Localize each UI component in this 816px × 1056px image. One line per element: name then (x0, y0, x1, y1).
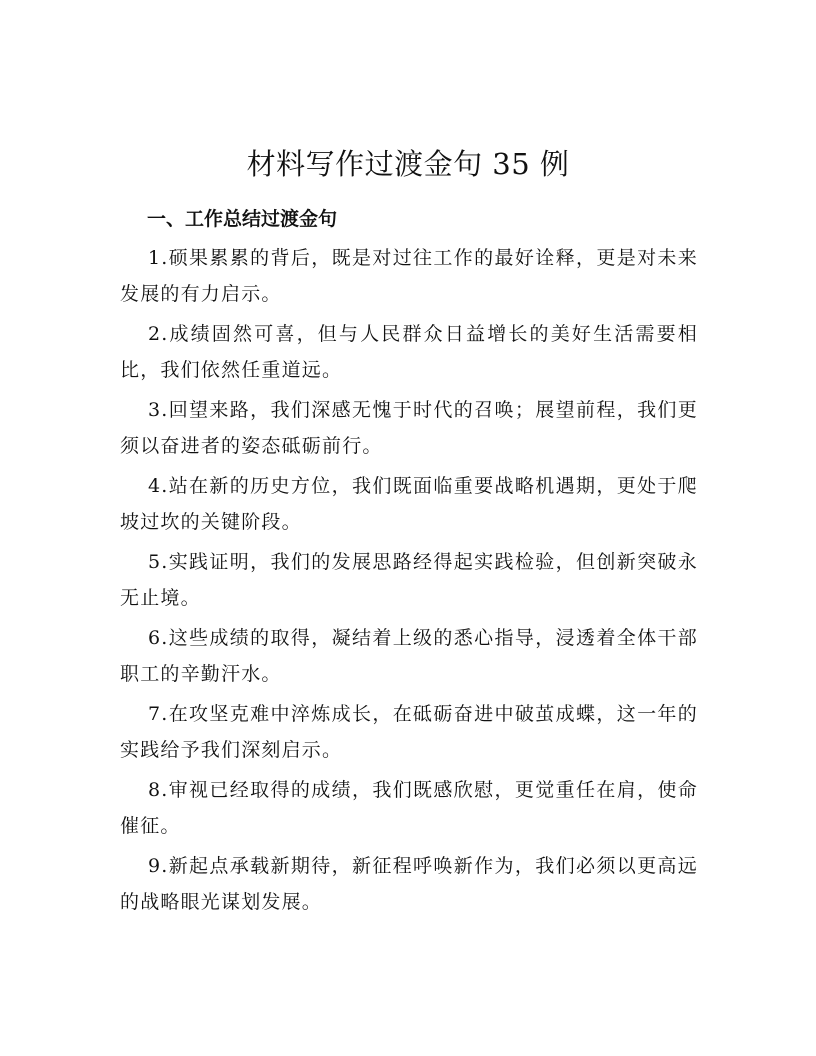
quote-item-7: 7.在攻坚克难中淬炼成长，在砥砺奋进中破茧成蝶，这一年的实践给予我们深刻启示。 (120, 703, 698, 761)
quote-item-3: 3.回望来路，我们深感无愧于时代的召唤；展望前程，我们更须以奋进者的姿态砥砺前行。 (120, 399, 698, 457)
quote-item-8: 8.审视已经取得的成绩，我们既感欣慰，更觉重任在肩，使命催征。 (120, 779, 698, 837)
quote-item-2: 2.成绩固然可喜，但与人民群众日益增长的美好生活需要相比，我们依然任重道远。 (120, 323, 698, 381)
document-title: 材料写作过渡金句 35 例 (246, 147, 570, 181)
quote-item-1: 1.硕果累累的背后，既是对过往工作的最好诠释，更是对未来发展的有力启示。 (120, 247, 698, 305)
quote-item-6: 6.这些成绩的取得，凝结着上级的悉心指导，浸透着全体干部职工的辛勤汗水。 (120, 627, 698, 685)
quote-item-4: 4.站在新的历史方位，我们既面临重要战略机遇期，更处于爬坡过坎的关键阶段。 (120, 475, 698, 533)
quote-list (120, 240, 698, 924)
quote-item-5: 5.实践证明，我们的发展思路经得起实践检验，但创新突破永无止境。 (120, 551, 698, 609)
section-heading: 一、工作总结过渡金句 (147, 208, 338, 230)
quote-item-9: 9.新起点承载新期待，新征程呼唤新作为，我们必须以更高远的战略眼光谋划发展。 (120, 855, 698, 913)
